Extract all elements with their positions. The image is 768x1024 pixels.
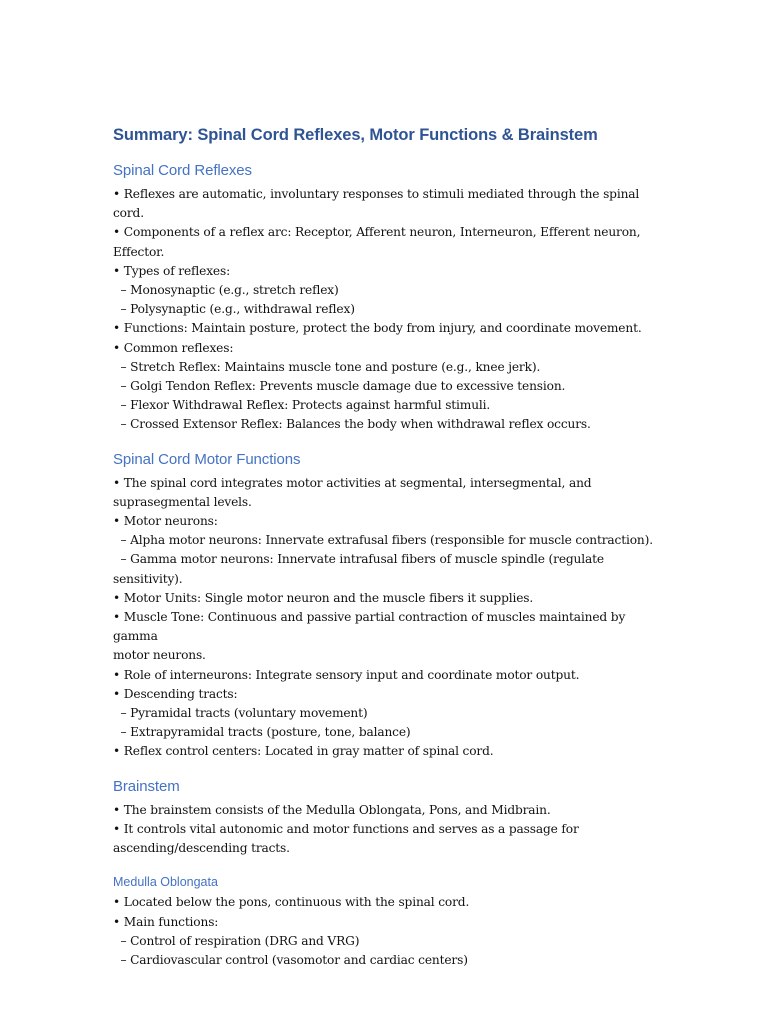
section-spinal-cord-reflexes: [113, 161, 673, 435]
section-spinal-cord-motor-functions: [113, 450, 673, 762]
subsection-medulla-oblongata: [113, 873, 673, 970]
text-line: – Cardiovascular control (vasomotor and cardiac centers): [113, 952, 468, 967]
text-line: – Polysynaptic (e.g., withdrawal reflex): [113, 302, 355, 317]
text-line: • It controls vital autonomic and motor functions and serves as a passage for: [113, 821, 579, 836]
text-line: motor neurons.: [113, 648, 206, 663]
text-line: • Located below the pons, continuous with the spinal cord.: [113, 895, 470, 910]
text-line: – Alpha motor neurons: Innervate extrafusal fibers (responsible for muscle contraction).: [113, 533, 653, 548]
document-page: [113, 123, 673, 970]
subsection-heading: Medulla Oblongata: [113, 875, 218, 890]
text-line: Effector.: [113, 244, 165, 259]
text-line: • Types of reflexes:: [113, 263, 231, 278]
text-line: – Extrapyramidal tracts (posture, tone, balance): [113, 725, 411, 740]
document-title: Summary: Spinal Cord Reflexes, Motor Functions & Brainstem: [113, 126, 598, 144]
text-line: • The spinal cord integrates motor activities at segmental, intersegmental, and: [113, 475, 592, 490]
text-line: • Common reflexes:: [113, 340, 234, 355]
text-line: – Stretch Reflex: Maintains muscle tone and posture (e.g., knee jerk).: [113, 359, 541, 374]
text-line: • Functions: Maintain posture, protect the body from injury, and coordinate movement.: [113, 321, 642, 336]
text-line: – Golgi Tendon Reflex: Prevents muscle damage due to excessive tension.: [113, 379, 566, 394]
section-heading: Spinal Cord Motor Functions: [113, 450, 301, 468]
section-body: [113, 801, 673, 859]
text-line: sensitivity).: [113, 571, 183, 586]
text-line: • Components of a reflex arc: Receptor, Afferent neuron, Interneuron, Efferent neuron,: [113, 225, 641, 240]
text-line: • Main functions:: [113, 914, 219, 929]
section-heading: Spinal Cord Reflexes: [113, 162, 252, 179]
text-line: • Reflex control centers: Located in gray matter of spinal cord.: [113, 744, 494, 759]
text-line: – Flexor Withdrawal Reflex: Protects against harmful stimuli.: [113, 398, 491, 413]
text-line: – Gamma motor neurons: Innervate intrafusal fibers of muscle spindle (regulate: [113, 552, 604, 567]
section-brainstem: [113, 777, 673, 859]
text-line: ascending/descending tracts.: [113, 841, 290, 856]
text-line: • Muscle Tone: Continuous and passive partial contraction of muscles maintained by gamma: [113, 610, 629, 644]
section-body: [113, 185, 673, 435]
text-line: – Crossed Extensor Reflex: Balances the body when withdrawal reflex occurs.: [113, 417, 591, 432]
text-line: – Monosynaptic (e.g., stretch reflex): [113, 283, 339, 298]
text-line: • Descending tracts:: [113, 686, 238, 701]
text-line: • Reflexes are automatic, involuntary responses to stimuli mediated through the spinal cord.: [113, 187, 643, 221]
text-line: suprasegmental levels.: [113, 494, 252, 509]
section-heading: Brainstem: [113, 777, 180, 795]
text-line: • Role of interneurons: Integrate sensory input and coordinate motor output.: [113, 667, 580, 682]
text-line: • Motor neurons:: [113, 514, 218, 529]
text-line: – Control of respiration (DRG and VRG): [113, 933, 360, 948]
section-body: [113, 474, 673, 762]
text-line: – Pyramidal tracts (voluntary movement): [113, 706, 368, 721]
subsection-body: [113, 893, 673, 970]
text-line: • The brainstem consists of the Medulla Oblongata, Pons, and Midbrain.: [113, 802, 551, 817]
text-line: • Motor Units: Single motor neuron and the muscle fibers it supplies.: [113, 590, 534, 605]
